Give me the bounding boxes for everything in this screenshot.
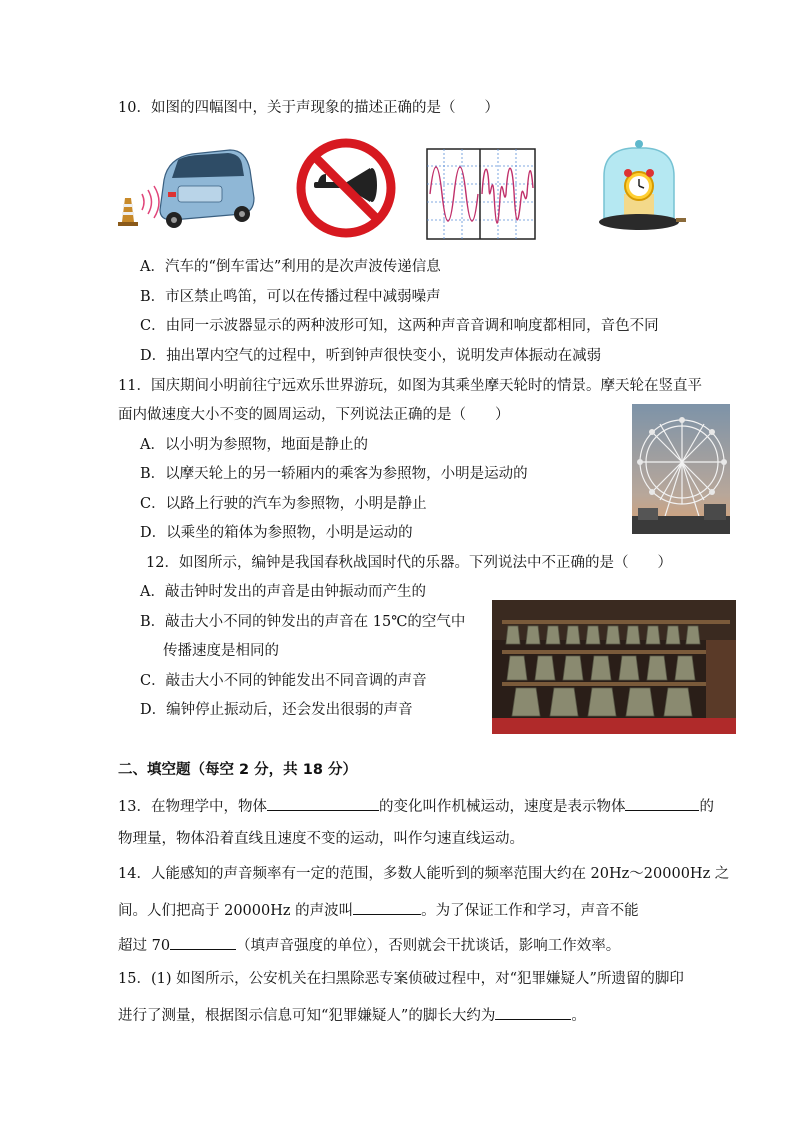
q12-option-b: B．敲击大小不同的钟发出的声音在 15℃的空气中: [140, 614, 466, 630]
q15-line1: 15．(1) 如图所示，公安机关在扫黑除恶专案侦破过程中，对“犯罪嫌疑人”所遗留的脚印: [118, 971, 684, 987]
q10-stem: 10．如图的四幅图中，关于声现象的描述正确的是（ ）: [118, 100, 499, 116]
q14-line2: [118, 899, 639, 921]
q14-line3: [118, 934, 620, 956]
q10-option-c: C．由同一示波器显示的两种波形可知，这两种声音音调和响度都相同，音色不同: [140, 318, 659, 334]
q14-line3a: 超过 70: [118, 938, 171, 954]
section2-title: 二、填空题（每空 2 分，共 18 分）: [118, 762, 357, 778]
q15-line2: [118, 1004, 586, 1026]
q13-part3: 的: [699, 799, 714, 815]
q11-option-c: C．以路上行驶的汽车为参照物，小明是静止: [140, 496, 427, 512]
q11-stem-line1: 11．国庆期间小明前往宁远欢乐世界游玩，如图为其乘坐摩天轮时的情景。摩天轮在竖直平: [118, 378, 702, 394]
q11-option-b: B．以摩天轮上的另一轿厢内的乘客为参照物，小明是运动的: [140, 466, 528, 482]
q14-blank-2[interactable]: [170, 934, 236, 950]
car-radar-figure: [112, 140, 260, 232]
ferris-wheel-photo: [632, 404, 730, 534]
q11-option-d: D．以乘坐的箱体为参照物，小明是运动的: [140, 525, 413, 541]
traffic-cone-icon: [118, 198, 138, 226]
q10-option-d: D．抽出罩内空气的过程中，听到钟声很快变小，说明发声体振动在减弱: [140, 348, 602, 364]
q13-part1: 13．在物理学中，物体: [118, 799, 267, 815]
q12-option-b-cont: 传播速度是相同的: [163, 643, 279, 659]
alarm-clock-icon: [624, 169, 654, 216]
q14-line2a: 间。人们把高于 20000Hz 的声波叫: [118, 903, 354, 919]
q13-blank-1[interactable]: [267, 795, 379, 811]
q10-option-b: B．市区禁止鸣笛，可以在传播过程中减弱噪声: [140, 289, 441, 305]
sound-wave-arcs: [142, 186, 159, 218]
car-icon: [160, 150, 254, 228]
q14-line3b: （填声音强度的单位），否则就会干扰谈话，影响工作效率。: [236, 938, 621, 954]
q14-line2b: 。为了保证工作和学习，声音不能: [421, 903, 639, 919]
q14-line1: 14．人能感知的声音频率有一定的范围，多数人能听到的频率范围大约在 20Hz～20000Hz 之: [118, 866, 730, 882]
q10-option-a: A．汽车的“倒车雷达”利用的是次声波传递信息: [140, 259, 441, 275]
q13-line2: 物理量，物体沿着直线且速度不变的运动，叫作匀速直线运动。: [118, 831, 524, 847]
q13-part2: 的变化叫作机械运动，速度是表示物体: [378, 799, 626, 815]
bell-jar-figure: [592, 136, 686, 236]
q13-blank-2[interactable]: [625, 795, 699, 811]
no-horn-sign-figure: [292, 138, 400, 238]
q12-option-c: C．敲击大小不同的钟能发出不同音调的声音: [140, 673, 427, 689]
q15-line2a: 进行了测量，根据图示信息可知“犯罪嫌疑人”的脚长大约为: [118, 1008, 496, 1024]
q12-option-d: D．编钟停止振动后，还会发出很弱的声音: [140, 702, 413, 718]
q11-stem-line2: 面内做速度大小不变的圆周运动，下列说法正确的是（ ）: [118, 407, 510, 423]
q13-line1: [118, 795, 714, 817]
q15-line2b: 。: [571, 1008, 586, 1024]
q12-stem: 12．如图所示，编钟是我国春秋战国时代的乐器。下列说法中不正确的是（ ）: [146, 555, 672, 571]
q11-option-a: A．以小明为参照物，地面是静止的: [140, 437, 368, 453]
oscilloscope-figure: [426, 148, 536, 240]
q12-option-a: A．敲击钟时发出的声音是由钟振动而产生的: [140, 584, 426, 600]
q14-blank-1[interactable]: [353, 899, 421, 915]
q15-blank-1[interactable]: [495, 1004, 571, 1020]
bianzhong-photo: [492, 600, 736, 734]
